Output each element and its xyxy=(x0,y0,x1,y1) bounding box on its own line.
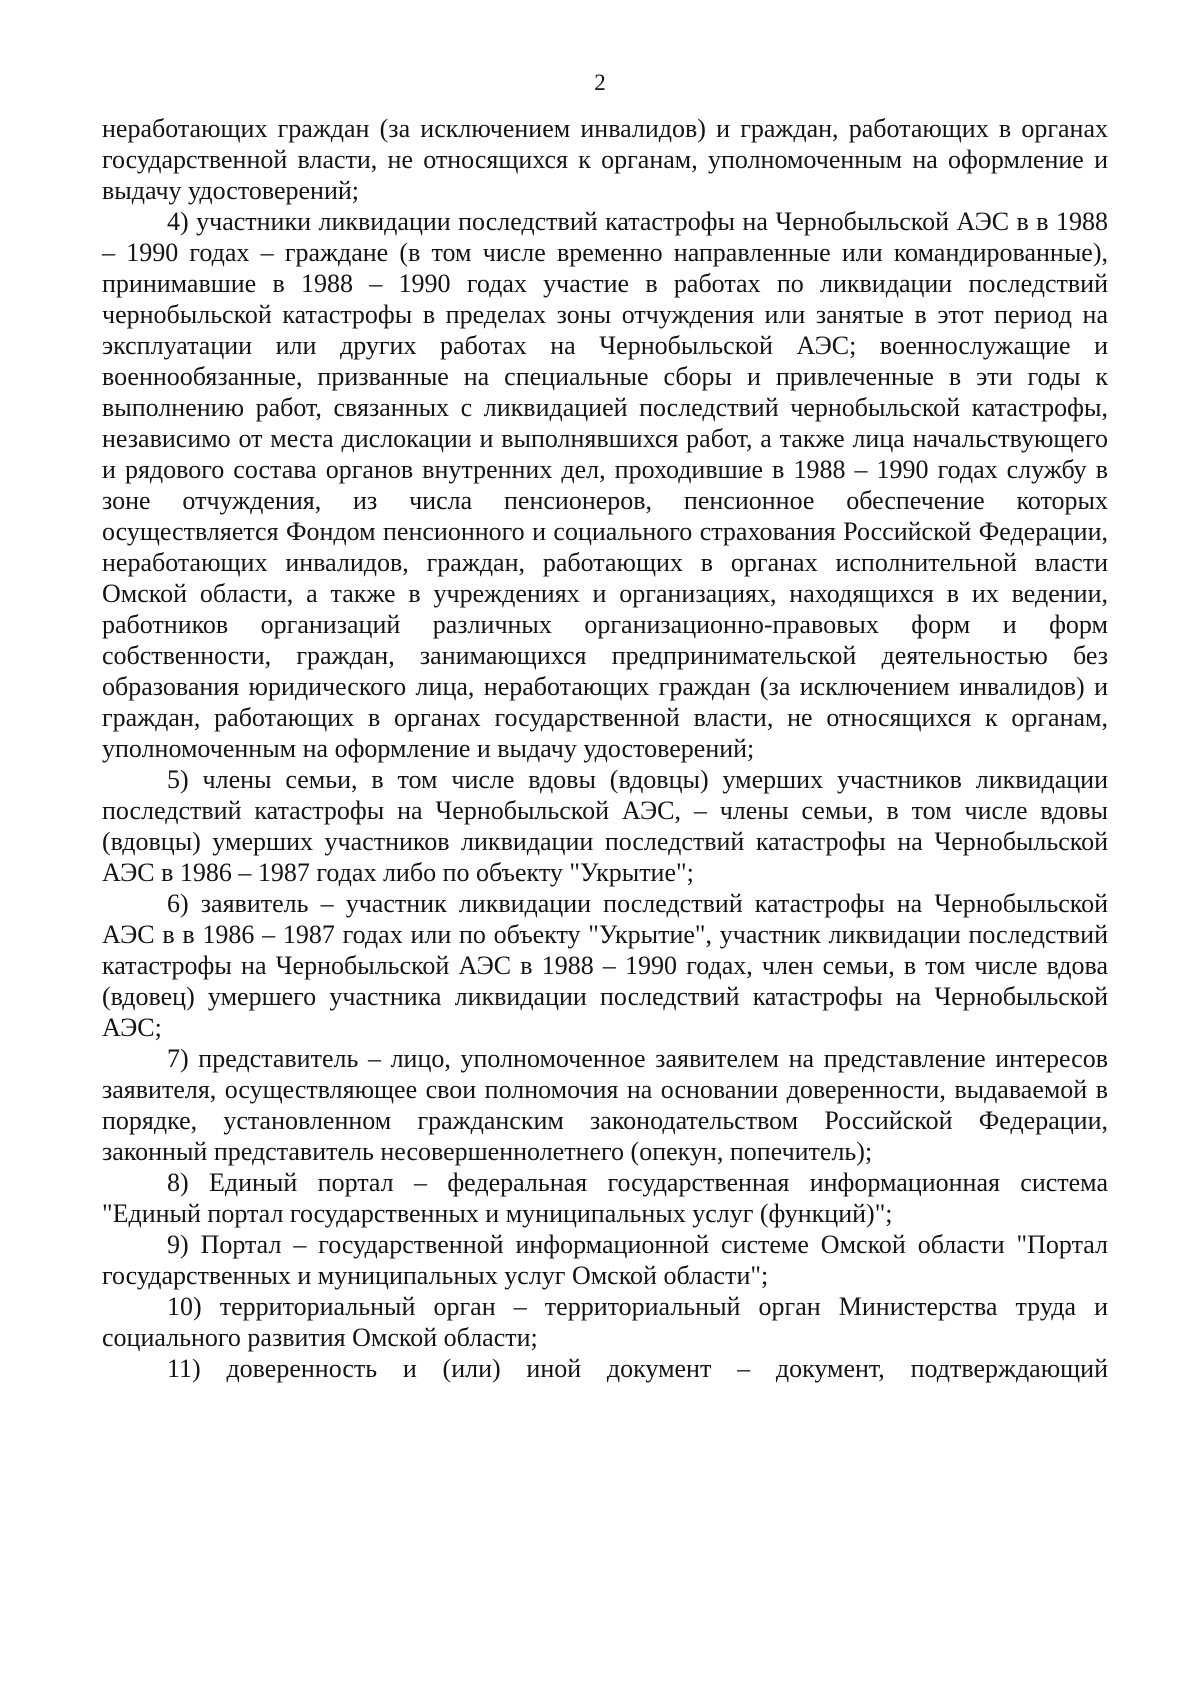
paragraph-item-6: 6) заявитель – участник ликвидации последствий катастрофы на Чернобыльской АЭС в в 1986 – 1987 годах или по объекту "Укрытие", участник ликвидации последствий катастрофы на Чернобыльской АЭС в 1988 – 1990 годах, член семьи, в том числе вдова (вдовец) умершего участника ликвидации последствий катастрофы на Чернобыльской АЭС; xyxy=(102,889,1108,1042)
paragraph-item-5: 5) члены семьи, в том числе вдовы (вдовцы) умерших участников ликвидации последствий катастрофы на Чернобыльской АЭС, – члены семьи, в том числе вдовы (вдовцы) умерших участников ликвидации последствий катастрофы на Чернобыльской АЭС в 1986 – 1987 годах либо по объекту "Укрытие"; xyxy=(102,765,1108,887)
paragraph-item-10: 10) территориальный орган – территориальный орган Министерства труда и социального развития Омской области; xyxy=(102,1292,1108,1352)
paragraph-item-8: 8) Единый портал – федеральная государственная информационная система "Единый портал государственных и муниципальных услуг (функций)"; xyxy=(102,1168,1108,1228)
paragraph-item-7: 7) представитель – лицо, уполномоченное заявителем на представление интересов заявителя, осуществляющее свои полномочия на основании доверенности, выдаваемой в порядке, установленном гражданским законодательством Российской Федерации, законный представитель несовершеннолетнего (опекун, попечитель); xyxy=(102,1044,1108,1166)
paragraph-continuation: неработающих граждан (за исключением инвалидов) и граждан, работающих в органах государственной власти, не относящихся к органам, уполномоченным на оформление и выдачу удостоверений; xyxy=(102,114,1108,205)
page-number: 2 xyxy=(594,70,606,95)
paragraph-item-4: 4) участники ликвидации последствий катастрофы на Чернобыльской АЭС в в 1988 – 1990 годах – граждане (в том числе временно направленные или командированные), принимавшие в 1988 – 1990 годах участие в работах по ликвидации последствий чернобыльской катастрофы в пределах зоны отчуждения или занятые в этот период на эксплуатации или других работах на Чернобыльской АЭС; военнослужащие и военнообязанные, призванные на специальные сборы и привлеченные в эти годы к выполнению работ, связанных с ликвидацией последствий чернобыльской катастрофы, независимо от места дислокации и выполнявшихся работ, а также лица начальствующего и рядового состава органов внутренних дел, проходившие в 1988 – 1990 годах службу в зоне отчуждения, из числа пенсионеров, пенсионное обеспечение которых осуществляется Фондом пенсионного и социального страхования Российской Федерации, неработающих инвалидов, граждан, работающих в органах исполнительной власти Омской области, а также в учреждениях и организациях, находящихся в их ведении, работников организаций различных организационно-правовых форм и форм собственности, граждан, занимающихся предпринимательской деятельностью без образования юридического лица, неработающих граждан (за исключением инвалидов) и граждан, работающих в органах государственной власти, не относящихся к органам, уполномоченным на оформление и выдачу удостоверений; xyxy=(102,207,1108,763)
paragraph-item-11: 11) доверенность и (или) иной документ – документ, подтверждающий xyxy=(167,1354,1108,1383)
document-body xyxy=(102,113,1108,1384)
paragraph-item-9: 9) Портал – государственной информационной системе Омской области "Портал государственных и муниципальных услуг Омской области"; xyxy=(102,1230,1108,1290)
